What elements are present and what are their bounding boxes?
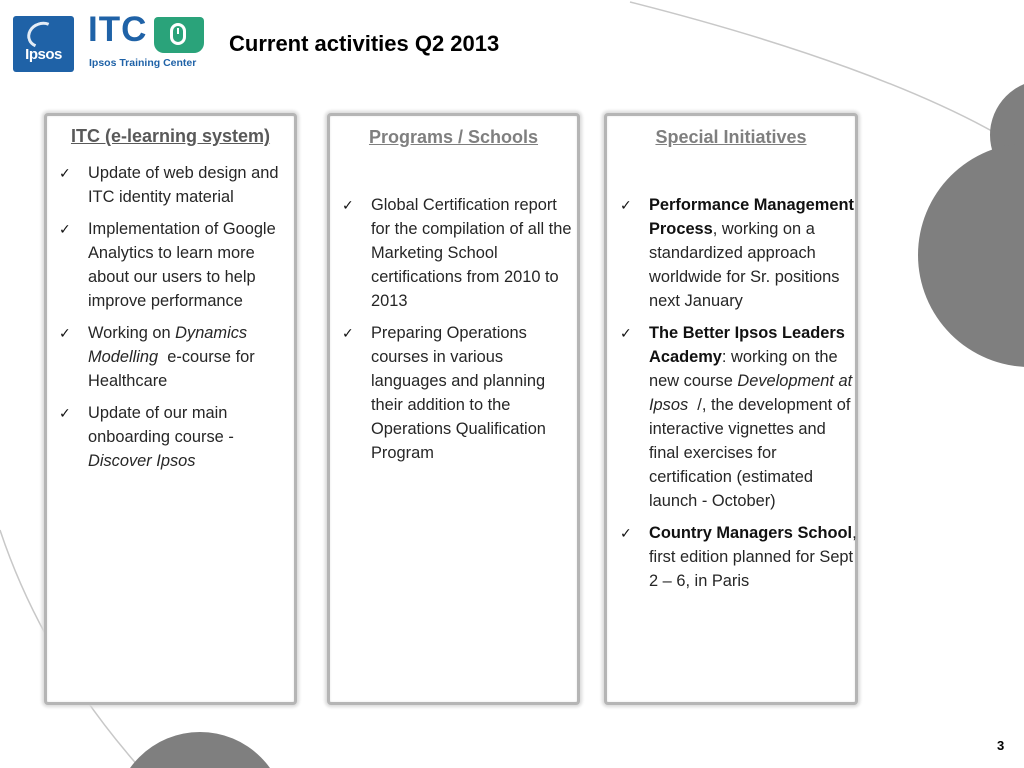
bottom-circle [114,732,286,768]
list-item: ✓ Global Certification report for the compilation of all the Marketing School certifications from 2010 to 2013 [342,193,580,313]
itc-logo-text: ITC [88,10,148,49]
list-item: ✓ Update of web design and ITC identity material [59,161,299,209]
checkmark-icon: ✓ [59,405,71,421]
panel-heading: Special Initiatives [655,127,807,147]
right-large-circle [918,143,1024,367]
panel-programs [327,113,580,705]
checkmark-icon: ✓ [59,165,71,181]
book-mouse-icon [154,17,204,53]
checkmark-icon: ✓ [342,197,354,213]
checkmark-icon: ✓ [620,197,632,213]
panel-itc [44,113,297,705]
list-item: ✓ Country Managers School, first edition planned for Sept 2 – 6, in Paris [620,521,860,593]
checkmark-icon: ✓ [620,325,632,341]
checkmark-icon: ✓ [59,325,71,341]
special-list [620,193,860,601]
itc-list [59,161,299,481]
list-item: ✓ Working on Dynamics Modelling e-course for Healthcare [59,321,299,393]
ipsos-logo [13,16,74,72]
list-item: ✓ The Better Ipsos Leaders Academy: working on the new course Development at Ipsos /, the development of interactive vignettes and final exercises for certification (estimated launch - October) [620,321,860,513]
checkmark-icon: ✓ [620,525,632,541]
list-item: ✓ Performance Management Process, working on a standardized approach worldwide for Sr. positions next January [620,193,860,313]
list-item: ✓ Preparing Operations courses in various languages and planning their addition to the Operations Qualification Program [342,321,580,465]
panel-special-initiatives [604,113,858,705]
checkmark-icon: ✓ [342,325,354,341]
itc-logo-subtitle: Ipsos Training Center [89,57,197,69]
list-item: ✓ Implementation of Google Analytics to learn more about our users to help improve performance [59,217,299,313]
programs-list [342,193,580,473]
panel-heading: Programs / Schools [368,127,539,147]
ipsos-logo-text: Ipsos [25,46,62,63]
list-item: ✓ Update of our main onboarding course - Discover Ipsos [59,401,299,473]
panel-heading: ITC (e-learning system) [70,126,271,146]
page-number: 3 [997,738,1005,753]
slide-title: Current activities Q2 2013 [229,31,500,56]
checkmark-icon: ✓ [59,221,71,237]
